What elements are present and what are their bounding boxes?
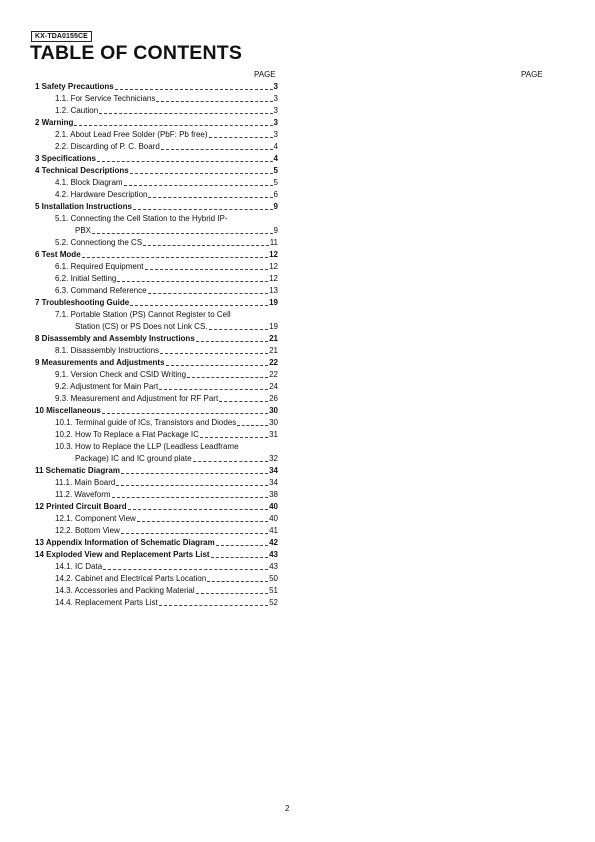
toc-entry-page: 30 — [269, 418, 278, 427]
toc-entry-page: 51 — [269, 586, 278, 595]
toc-entry-page: 52 — [269, 598, 278, 607]
dot-leader — [209, 137, 273, 138]
toc-entry-page: 19 — [269, 298, 278, 307]
toc-entry-page: 5 — [273, 178, 278, 187]
toc-entry-title: 10.2. How To Replace a Flat Package IC — [55, 430, 199, 439]
toc-subsection-entry[interactable] — [35, 309, 278, 321]
model-number-box: KX-TDA0155CE — [31, 31, 92, 42]
dot-leader — [115, 89, 273, 90]
toc-subsection-entry[interactable] — [35, 345, 278, 357]
dot-leader — [161, 149, 273, 150]
table-of-contents — [35, 81, 278, 609]
toc-entry-page: 3 — [273, 106, 278, 115]
dot-leader — [112, 497, 269, 498]
toc-entry-title: 12 Printed Circuit Board — [35, 502, 127, 511]
toc-entry-page: 11 — [269, 238, 278, 247]
toc-entry-title: 11 Schematic Diagram — [35, 466, 120, 475]
toc-entry-title: 2.1. About Lead Free Solder (PbF: Pb free) — [55, 130, 208, 139]
dot-leader — [117, 281, 268, 282]
toc-section-entry[interactable] — [35, 117, 278, 129]
toc-entry-title: 13 Appendix Information of Schematic Diagram — [35, 538, 215, 547]
toc-entry-title: 4.1. Block Diagram — [55, 178, 123, 187]
dot-leader — [148, 197, 272, 198]
toc-subsection-entry[interactable] — [35, 321, 278, 333]
toc-subsection-entry[interactable] — [35, 393, 278, 405]
toc-subsection-entry[interactable] — [35, 525, 278, 537]
toc-subsection-entry[interactable] — [35, 93, 278, 105]
toc-entry-title: 14.4. Replacement Parts List — [55, 598, 158, 607]
toc-subsection-entry[interactable] — [35, 597, 278, 609]
toc-section-entry[interactable] — [35, 249, 278, 261]
toc-entry-title: 6.1. Required Equipment — [55, 262, 144, 271]
dot-leader — [187, 377, 268, 378]
dot-leader — [92, 233, 273, 234]
toc-entry-page: 3 — [273, 130, 278, 139]
toc-entry-page: 4 — [273, 154, 278, 163]
toc-subsection-entry[interactable] — [35, 213, 278, 225]
toc-entry-title: Station (CS) or PS Does not Link CS. — [75, 322, 208, 331]
toc-subsection-entry[interactable] — [35, 177, 278, 189]
dot-leader — [121, 533, 268, 534]
toc-entry-title: 7.1. Portable Station (PS) Cannot Register to Cell — [55, 310, 231, 319]
dot-leader — [196, 593, 268, 594]
dot-leader — [130, 173, 273, 174]
dot-leader — [166, 365, 269, 366]
toc-entry-title: 8.1. Disassembly Instructions — [55, 346, 160, 355]
toc-entry-title: Package) IC and IC ground plate — [75, 454, 192, 463]
toc-subsection-entry[interactable] — [35, 561, 278, 573]
toc-entry-title: 3 Specifications — [35, 154, 96, 163]
toc-entry-page: 9 — [273, 202, 278, 211]
toc-entry-page: 42 — [269, 538, 278, 547]
toc-entry-page: 21 — [269, 334, 278, 343]
dot-leader — [121, 473, 268, 474]
toc-entry-page: 12 — [269, 262, 278, 271]
dot-leader — [74, 125, 272, 126]
toc-section-entry[interactable] — [35, 201, 278, 213]
toc-entry-title: PBX — [75, 226, 92, 235]
toc-subsection-entry[interactable] — [35, 513, 278, 525]
toc-entry-title: 9 Measurements and Adjustments — [35, 358, 165, 367]
toc-entry-title: 12.1. Component View — [55, 514, 136, 523]
toc-entry-page: 6 — [273, 190, 278, 199]
toc-entry-page: 4 — [273, 142, 278, 151]
toc-entry-title: 14.1. IC Data — [55, 562, 103, 571]
toc-subsection-entry[interactable] — [35, 573, 278, 585]
dot-leader — [209, 329, 269, 330]
dot-leader — [97, 161, 273, 162]
toc-subsection-entry[interactable] — [35, 237, 278, 249]
toc-entry-page: 12 — [269, 274, 278, 283]
dot-leader — [116, 485, 268, 486]
toc-section-entry[interactable] — [35, 333, 278, 345]
toc-entry-page: 22 — [269, 358, 278, 367]
dot-leader — [148, 293, 268, 294]
toc-section-entry[interactable] — [35, 153, 278, 165]
toc-section-entry[interactable] — [35, 549, 278, 561]
toc-section-entry[interactable] — [35, 501, 278, 513]
toc-subsection-entry[interactable] — [35, 105, 278, 117]
dot-leader — [207, 581, 268, 582]
toc-entry-page: 19 — [269, 322, 278, 331]
toc-entry-title: 8 Disassembly and Assembly Instructions — [35, 334, 195, 343]
dot-leader — [159, 605, 268, 606]
toc-entry-title: 14.2. Cabinet and Electrical Parts Location — [55, 574, 207, 583]
toc-entry-page: 50 — [269, 574, 278, 583]
toc-entry-title: 6 Test Mode — [35, 250, 81, 259]
toc-subsection-entry[interactable] — [35, 285, 278, 297]
toc-entry-title: 6.2. Initial Setting — [55, 274, 117, 283]
dot-leader — [103, 569, 268, 570]
toc-entry-page: 12 — [269, 250, 278, 259]
toc-entry-title: 1.1. For Service Technicians — [55, 94, 156, 103]
toc-entry-title: 2 Warning — [35, 118, 74, 127]
dot-leader — [133, 209, 273, 210]
toc-subsection-entry[interactable] — [35, 141, 278, 153]
dot-leader — [102, 413, 268, 414]
toc-entry-page: 13 — [269, 286, 278, 295]
toc-section-entry[interactable] — [35, 357, 278, 369]
toc-section-entry[interactable] — [35, 297, 278, 309]
dot-leader — [156, 101, 272, 102]
dot-leader — [200, 437, 268, 438]
toc-subsection-entry[interactable] — [35, 453, 278, 465]
toc-entry-title: 14.3. Accessories and Packing Material — [55, 586, 195, 595]
toc-entry-page: 3 — [273, 94, 278, 103]
toc-entry-title: 14 Exploded View and Replacement Parts List — [35, 550, 210, 559]
toc-section-entry[interactable] — [35, 465, 278, 477]
toc-section-entry[interactable] — [35, 81, 278, 93]
toc-entry-title: 10.1. Terminal guide of ICs, Transistors and Diodes — [55, 418, 237, 427]
toc-entry-page: 34 — [269, 466, 278, 475]
toc-subsection-entry[interactable] — [35, 225, 278, 237]
toc-entry-title: 12.2. Bottom View — [55, 526, 120, 535]
dot-leader — [143, 245, 269, 246]
toc-entry-page: 40 — [269, 514, 278, 523]
toc-subsection-entry[interactable] — [35, 369, 278, 381]
page-title: TABLE OF CONTENTS — [30, 42, 243, 64]
toc-subsection-entry[interactable] — [35, 489, 278, 501]
toc-entry-page: 9 — [273, 226, 278, 235]
toc-entry-page: 3 — [273, 82, 278, 91]
dot-leader — [137, 521, 268, 522]
toc-subsection-entry[interactable] — [35, 261, 278, 273]
toc-entry-page: 32 — [269, 454, 278, 463]
toc-subsection-entry[interactable] — [35, 429, 278, 441]
toc-entry-page: 22 — [269, 370, 278, 379]
toc-entry-title: 11.2. Waveform — [55, 490, 111, 499]
dot-leader — [130, 305, 268, 306]
dot-leader — [160, 353, 268, 354]
toc-entry-title: 4 Technical Descriptions — [35, 166, 129, 175]
toc-section-entry[interactable] — [35, 165, 278, 177]
toc-entry-page: 3 — [273, 118, 278, 127]
toc-entry-page: 31 — [269, 430, 278, 439]
page-column-label-right: PAGE — [521, 70, 543, 79]
dot-leader — [145, 269, 269, 270]
page-number: 2 — [285, 804, 290, 813]
toc-entry-page: 41 — [269, 526, 278, 535]
page-column-label-left: PAGE — [254, 70, 276, 79]
toc-entry-title: 1 Safety Precautions — [35, 82, 114, 91]
toc-entry-page: 21 — [269, 346, 278, 355]
toc-entry-page: 30 — [269, 406, 278, 415]
toc-subsection-entry[interactable] — [35, 585, 278, 597]
toc-entry-page: 34 — [269, 478, 278, 487]
toc-subsection-entry[interactable] — [35, 273, 278, 285]
toc-entry-title: 5 Installation Instructions — [35, 202, 132, 211]
toc-entry-page: 38 — [269, 490, 278, 499]
toc-entry-title: 9.2. Adjustment for Main Part — [55, 382, 159, 391]
toc-entry-title: 1.2. Caution — [55, 106, 99, 115]
dot-leader — [124, 185, 273, 186]
toc-subsection-entry[interactable] — [35, 477, 278, 489]
dot-leader — [196, 341, 268, 342]
toc-entry-title: 6.3. Command Reference — [55, 286, 147, 295]
dot-leader — [211, 557, 269, 558]
toc-entry-title: 10 Miscellaneous — [35, 406, 101, 415]
toc-entry-page: 24 — [269, 382, 278, 391]
toc-entry-title: 7 Troubleshooting Guide — [35, 298, 130, 307]
dot-leader — [82, 257, 268, 258]
toc-subsection-entry[interactable] — [35, 441, 278, 453]
toc-entry-page: 40 — [269, 502, 278, 511]
toc-entry-title: 10.3. How to Replace the LLP (Leadless Leadframe — [55, 442, 239, 451]
toc-section-entry[interactable] — [35, 537, 278, 549]
toc-entry-title: 11.1. Main Board — [55, 478, 116, 487]
toc-entry-title: 9.1. Version Check and CSID Writing — [55, 370, 187, 379]
toc-entry-page: 5 — [273, 166, 278, 175]
dot-leader — [216, 545, 268, 546]
toc-entry-page: 26 — [269, 394, 278, 403]
toc-entry-title: 2.2. Discarding of P. C. Board — [55, 142, 160, 151]
toc-entry-title: 5.1. Connecting the Cell Station to the Hybrid IP- — [55, 214, 228, 223]
toc-entry-page: 43 — [269, 550, 278, 559]
dot-leader — [193, 461, 269, 462]
toc-entry-title: 9.3. Measurement and Adjustment for RF Part — [55, 394, 219, 403]
toc-subsection-entry[interactable] — [35, 417, 278, 429]
toc-entry-title: 4.2. Hardware Description — [55, 190, 148, 199]
dot-leader — [219, 401, 268, 402]
toc-subsection-entry[interactable] — [35, 129, 278, 141]
dot-leader — [128, 509, 269, 510]
dot-leader — [159, 389, 268, 390]
dot-leader — [237, 425, 268, 426]
dot-leader — [99, 113, 272, 114]
toc-entry-page: 43 — [269, 562, 278, 571]
toc-subsection-entry[interactable] — [35, 381, 278, 393]
toc-subsection-entry[interactable] — [35, 189, 278, 201]
toc-section-entry[interactable] — [35, 405, 278, 417]
toc-entry-title: 5.2. Connectiong the CS — [55, 238, 143, 247]
